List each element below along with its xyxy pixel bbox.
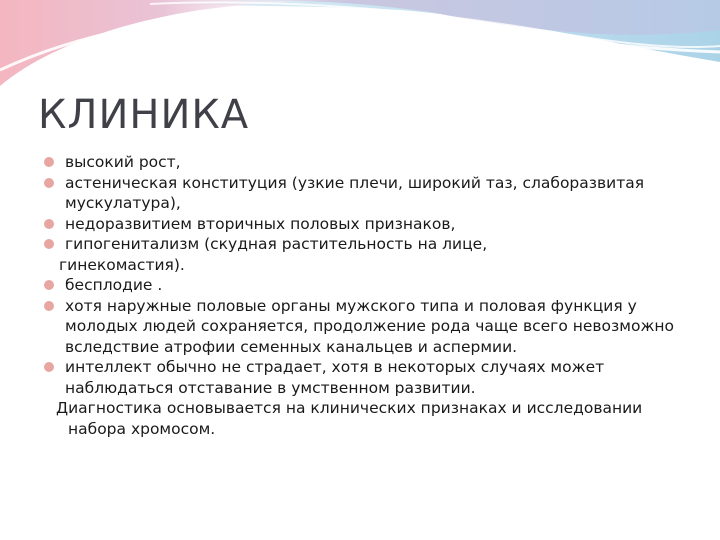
- list-item: [44, 152, 684, 173]
- list-item-text: гинекомастия).: [59, 255, 185, 274]
- bullet-icon: [44, 239, 54, 249]
- list-item-continuation: [44, 255, 684, 276]
- list-item: [44, 234, 684, 255]
- diagnosis-text: Диагностика основывается на клинических признаках и исследовании набора хромосом.: [56, 399, 643, 438]
- bullet-icon: [44, 178, 54, 188]
- list-item: [44, 173, 684, 214]
- bullet-icon: [44, 301, 54, 311]
- list-item-text: астеническая конституция (узкие плечи, широкий таз, слаборазвитая мускулатура),: [65, 173, 645, 212]
- diagnosis-paragraph: [44, 398, 684, 439]
- list-item: [44, 214, 684, 235]
- list-item: [44, 296, 684, 358]
- list-item-text: высокий рост,: [65, 153, 181, 171]
- list-item-text: недоразвитием вторичных половых признаков,: [65, 214, 456, 233]
- list-item: [44, 275, 684, 296]
- list-item: [44, 357, 684, 398]
- list-item-text: интеллект обычно не страдает, хотя в некоторых случаях может наблюдаться отставание в умственном развитии.: [65, 358, 605, 397]
- decorative-wave-header: [0, 0, 720, 90]
- list-item-text: хотя наружные половые органы мужского типа и половая функция у молодых людей сохраняется, продолжение рода чаще всего невозможно вследствие атрофии семенных канальцев и аспермии.: [65, 296, 675, 356]
- slide-content: [44, 152, 684, 439]
- bullet-icon: [44, 157, 54, 167]
- bullet-icon: [44, 219, 54, 229]
- bullet-icon: [44, 362, 54, 372]
- list-item-text: гипогенитализм (скудная растительность на лице,: [65, 235, 488, 253]
- bullet-icon: [44, 280, 54, 290]
- slide-title: КЛИНИКА: [38, 92, 250, 138]
- list-item-text: бесплодие .: [65, 276, 163, 294]
